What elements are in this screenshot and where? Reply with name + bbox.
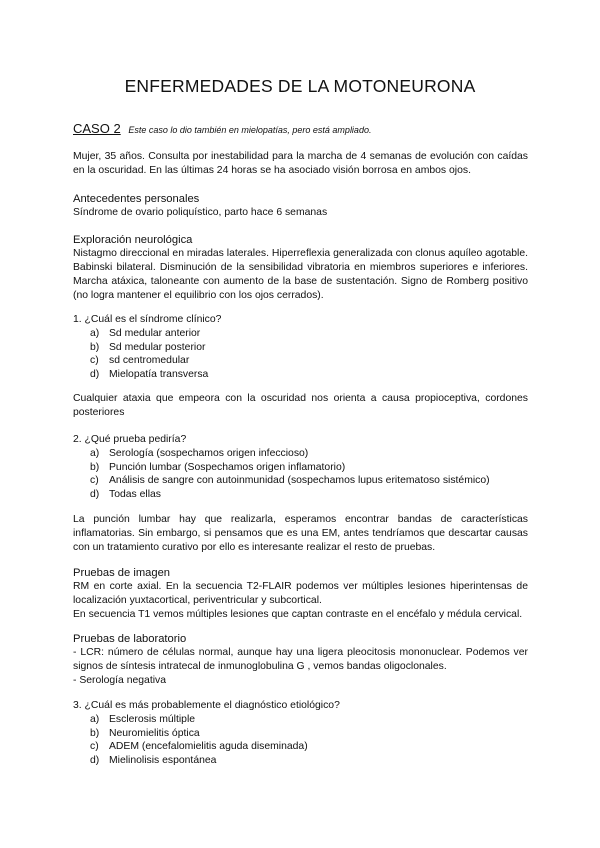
laboratorio-heading: Pruebas de laboratorio <box>73 633 187 645</box>
question-3 <box>73 699 528 767</box>
question-1-text: 1. ¿Cuál es el síndrome clínico? <box>73 314 222 325</box>
option-item: a) Esclerosis múltiple <box>90 714 196 725</box>
laboratorio-text-2: - Serología negativa <box>73 675 166 686</box>
imagen-text-2: En secuencia T1 vemos múltiples lesiones que captan contraste en el encéfalo y médula cervical. <box>73 609 523 620</box>
imagen-heading: Pruebas de imagen <box>73 567 171 579</box>
option-item: d) Todas ellas <box>90 488 161 500</box>
question-2-answer: La punción lumbar hay que realizarla, esperamos encontrar bandas de características inflamatorias. Sin embargo, si pensamos que es una EM, antes tendríamos que descartar causas con un tratamiento curativo por ello es interesante realizar el resto de pruebas. <box>73 514 528 553</box>
case-header <box>73 121 371 136</box>
imagen-section <box>73 566 528 622</box>
question-1-options <box>73 327 528 381</box>
option-item: d) Mielinolisis espontánea <box>90 754 217 766</box>
antecedentes-text: Síndrome de ovario poliquístico, parto hace 6 semanas <box>73 207 328 218</box>
antecedentes-section <box>73 192 528 220</box>
case-intro: Mujer, 35 años. Consulta por inestabilidad para la marcha de 4 semanas de evolución con caídas en la oscuridad. En las últimas 24 horas se ha asociado visión borrosa en ambos ojos. <box>73 151 528 176</box>
option-item: c) Análisis de sangre con autoinmunidad (sospechamos lupus eritematoso sistémico) <box>90 475 490 487</box>
option-item: d) Mielopatía transversa <box>90 368 209 380</box>
option-item: a) Sd medular anterior <box>90 328 201 339</box>
page-title: ENFERMEDADES DE LA MOTONEURONA <box>124 76 476 96</box>
question-2-options <box>73 447 528 501</box>
option-item: c) sd centromedular <box>90 355 190 367</box>
question-3-options <box>73 713 528 767</box>
question-2-text: 2. ¿Qué prueba pediría? <box>73 434 187 445</box>
question-2 <box>73 433 528 501</box>
antecedentes-heading: Antecedentes personales <box>73 193 200 205</box>
laboratorio-section <box>73 632 528 688</box>
option-item: a) Serología (sospechamos origen infeccioso) <box>90 448 309 459</box>
question-1-answer: Cualquier ataxia que empeora con la oscuridad nos orienta a causa propioceptiva, cordones posteriores <box>73 393 528 418</box>
option-item: b) Neuromielitis óptica <box>90 727 200 739</box>
laboratorio-text-1: - LCR: número de células normal, aunque hay una ligera pleocitosis mononuclear. Podemos ver signos de síntesis intratecal de inmunoglobulina G , vemos bandas oligoclonales. <box>73 647 528 672</box>
exploracion-heading: Exploración neurológica <box>73 234 193 246</box>
case-label: CASO 2 <box>73 121 121 136</box>
exploracion-section <box>73 233 528 303</box>
option-item: b) Punción lumbar (Sospechamos origen inflamatorio) <box>90 461 346 473</box>
option-item: b) Sd medular posterior <box>90 341 206 353</box>
question-1 <box>73 313 528 381</box>
option-item: c) ADEM (encefalomielitis aguda diseminada) <box>90 741 308 753</box>
case-note: Este caso lo dio también en mielopatías, pero está ampliado. <box>128 125 372 135</box>
question-3-text: 3. ¿Cuál es más probablemente el diagnóstico etiológico? <box>73 700 340 711</box>
imagen-text-1: RM en corte axial. En la secuencia T2-FLAIR podemos ver múltiples lesiones hiperintensas de localización yuxtacortical, periventricular y subcortical. <box>73 581 528 606</box>
exploracion-text: Nistagmo direccional en miradas laterales. Hiperreflexia generalizada con clonus aquíleo agotable. Babinski bilateral. Disminución de la sensibilidad vibratoria en miembros superiores e inferiores. Marcha atáxica, taloneante con aumento de la base de sustentación. Signo de Romberg positivo (no logra mantener el equilibrio con los ojos cerrados). <box>73 248 528 301</box>
